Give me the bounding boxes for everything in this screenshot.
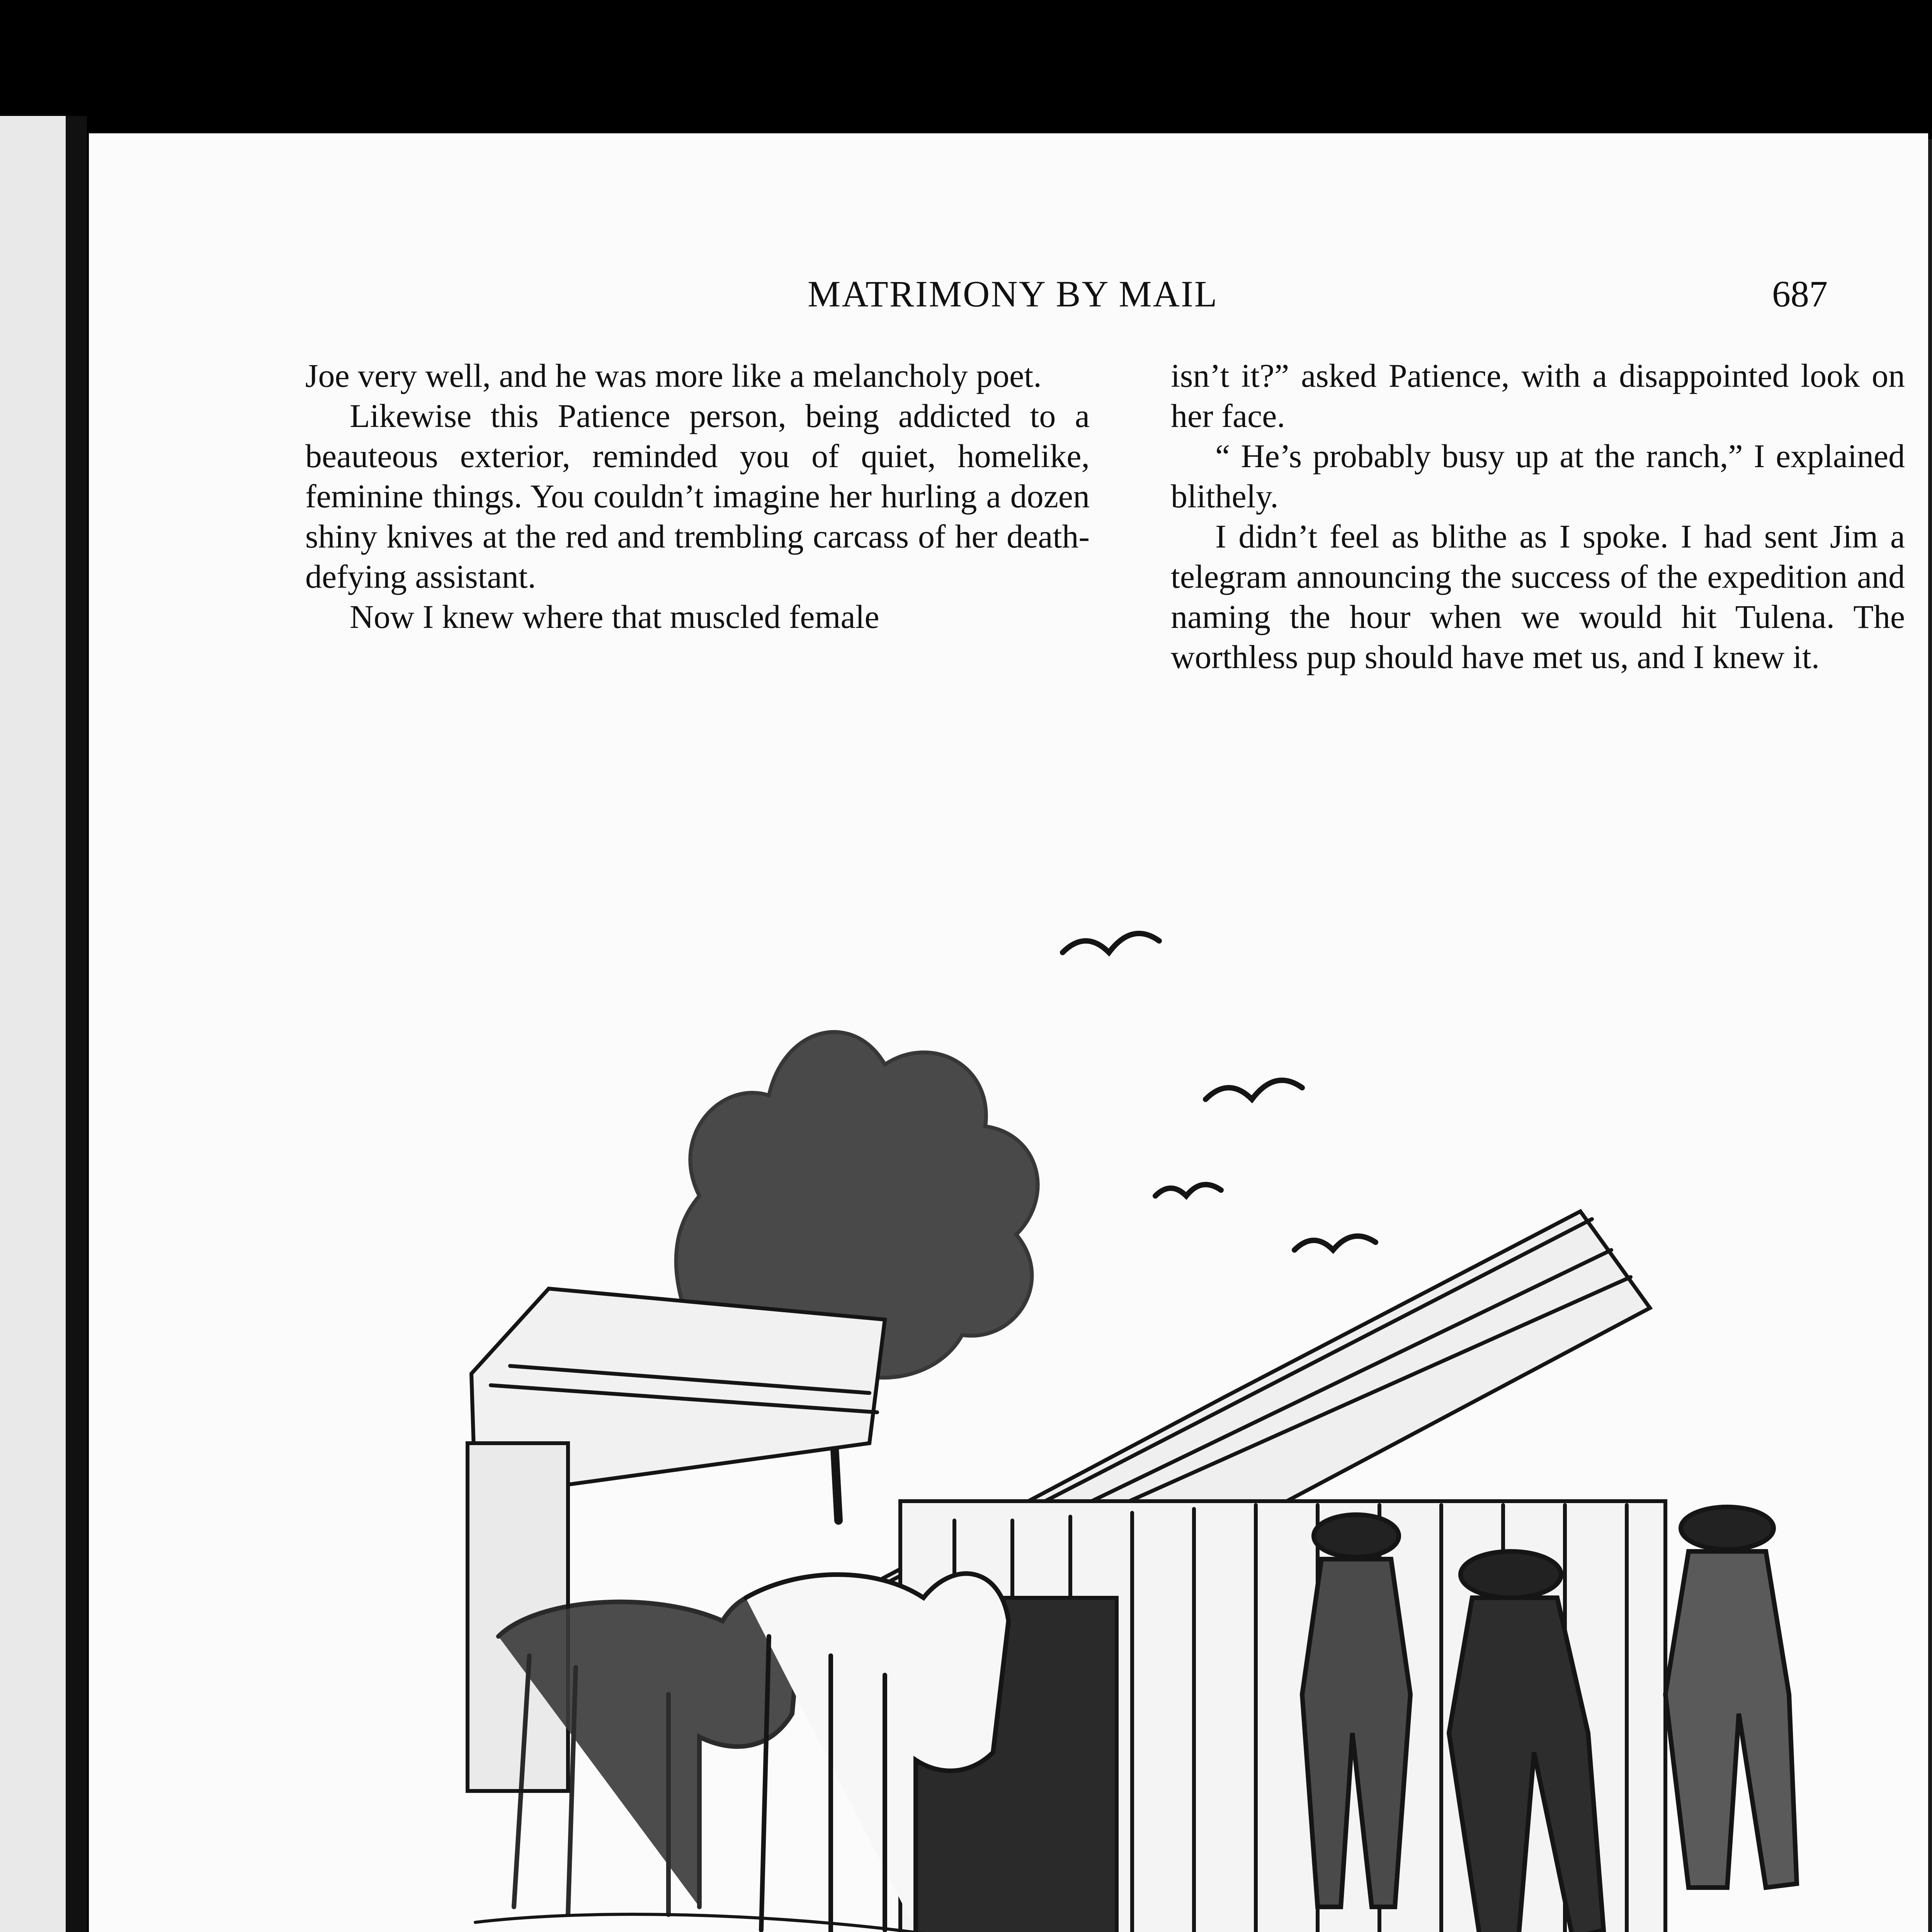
paragraph: Now I knew where that muscled female bbox=[350, 598, 879, 635]
column-top-left bbox=[305, 355, 1090, 637]
book-gutter bbox=[66, 116, 87, 1932]
barn-scene-illustration bbox=[452, 864, 1913, 1932]
paragraph: I didn’t feel as blithe as I spoke. I had sent Jim a telegram announcing the success of the expedition and naming the hour when we would hit Tulena. The worthless pup should have met us, and I knew it. bbox=[1171, 518, 1905, 675]
page-shadow bbox=[1928, 139, 1932, 1932]
running-head bbox=[89, 272, 1928, 327]
running-title: MATRIMONY BY MAIL bbox=[808, 273, 1218, 315]
paragraph: Joe very well, and he was more like a melancholy poet. bbox=[305, 357, 1042, 394]
magazine-page bbox=[89, 133, 1928, 1932]
paragraph: “ He’s probably busy up at the ranch,” I explained blithely. bbox=[1171, 437, 1905, 515]
page-number: 687 bbox=[1772, 273, 1828, 315]
adjacent-page-edge bbox=[0, 116, 66, 1932]
birds-icon bbox=[1063, 934, 1376, 1250]
paragraph: Likewise this Patience person, being addicted to a beauteous exterior, reminded you of quiet, homelike, feminine things. You couldn’t imagine her hurling a dozen shiny knives at the red and trembling carcass of her death-defying assistant. bbox=[305, 397, 1090, 595]
paragraph: isn’t it?” asked Patience, with a disappointed look on her face. bbox=[1171, 357, 1905, 434]
column-top-right bbox=[1171, 355, 1905, 677]
